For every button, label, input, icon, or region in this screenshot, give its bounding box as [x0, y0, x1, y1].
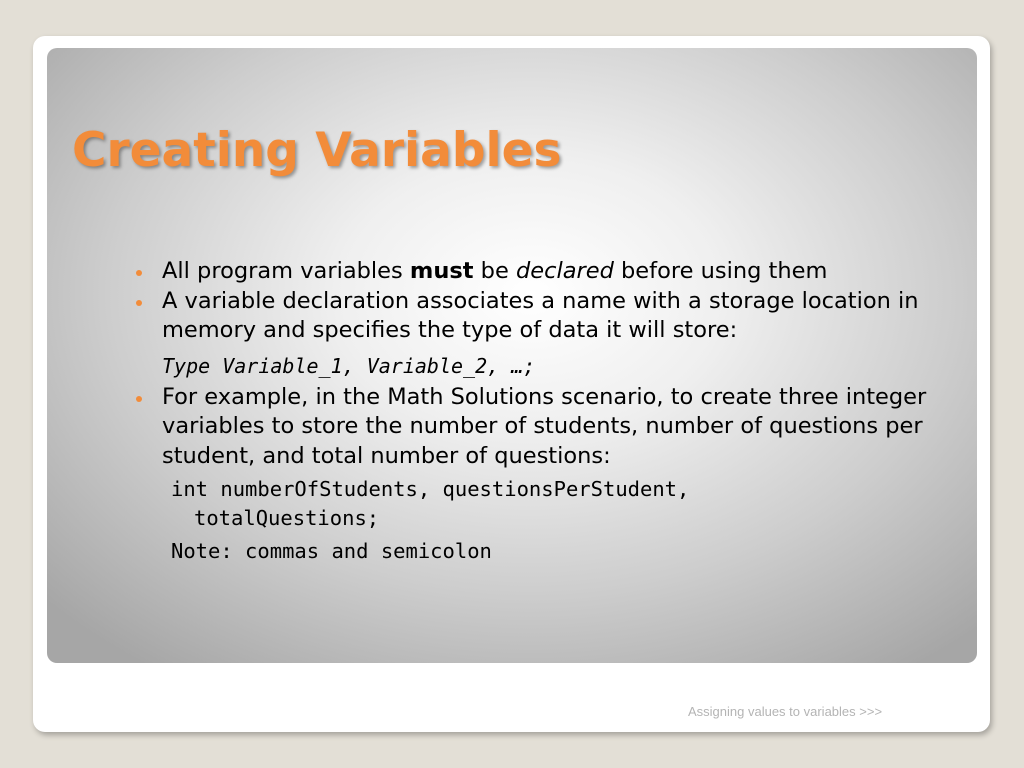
bullet-3-text: For example, in the Math Solutions scenario, to create three integer variables to store the number of students, number of questions per student, and total number of questions:: [162, 383, 927, 469]
bullet-item-1: [135, 257, 935, 287]
note-line: Note: commas and semicolon: [171, 539, 492, 563]
bullet-1-text-b: be: [473, 258, 516, 284]
code-line-1: int numberOfStudents, questionsPerStudent,: [171, 477, 690, 501]
bullet-1-text-c: before using them: [613, 258, 828, 284]
bullet-dot-icon: [136, 300, 142, 306]
code-line-2: totalQuestions;: [194, 506, 380, 530]
bullet-dot-icon: [136, 396, 142, 402]
bullet-2-text: A variable declaration associates a name with a storage location in memory and specifies the type of data it will store:: [162, 287, 919, 343]
bullet-list: [135, 257, 935, 566]
bullet-item-3: [135, 383, 935, 472]
bullet-1-emphasis-must: must: [409, 258, 474, 284]
slide-title: Creating Variables: [72, 123, 562, 178]
code-example: [135, 475, 935, 566]
bullet-dot-icon: [136, 270, 142, 276]
syntax-line: Type Variable_1, Variable_2, …;: [162, 353, 536, 378]
bullet-1-text-a: All program variables: [162, 258, 410, 284]
bullet-1-emphasis-declared: declared: [515, 258, 614, 284]
bullet-item-2: [135, 287, 935, 346]
next-slide-link[interactable]: Assigning values to variables >>>: [688, 704, 883, 719]
